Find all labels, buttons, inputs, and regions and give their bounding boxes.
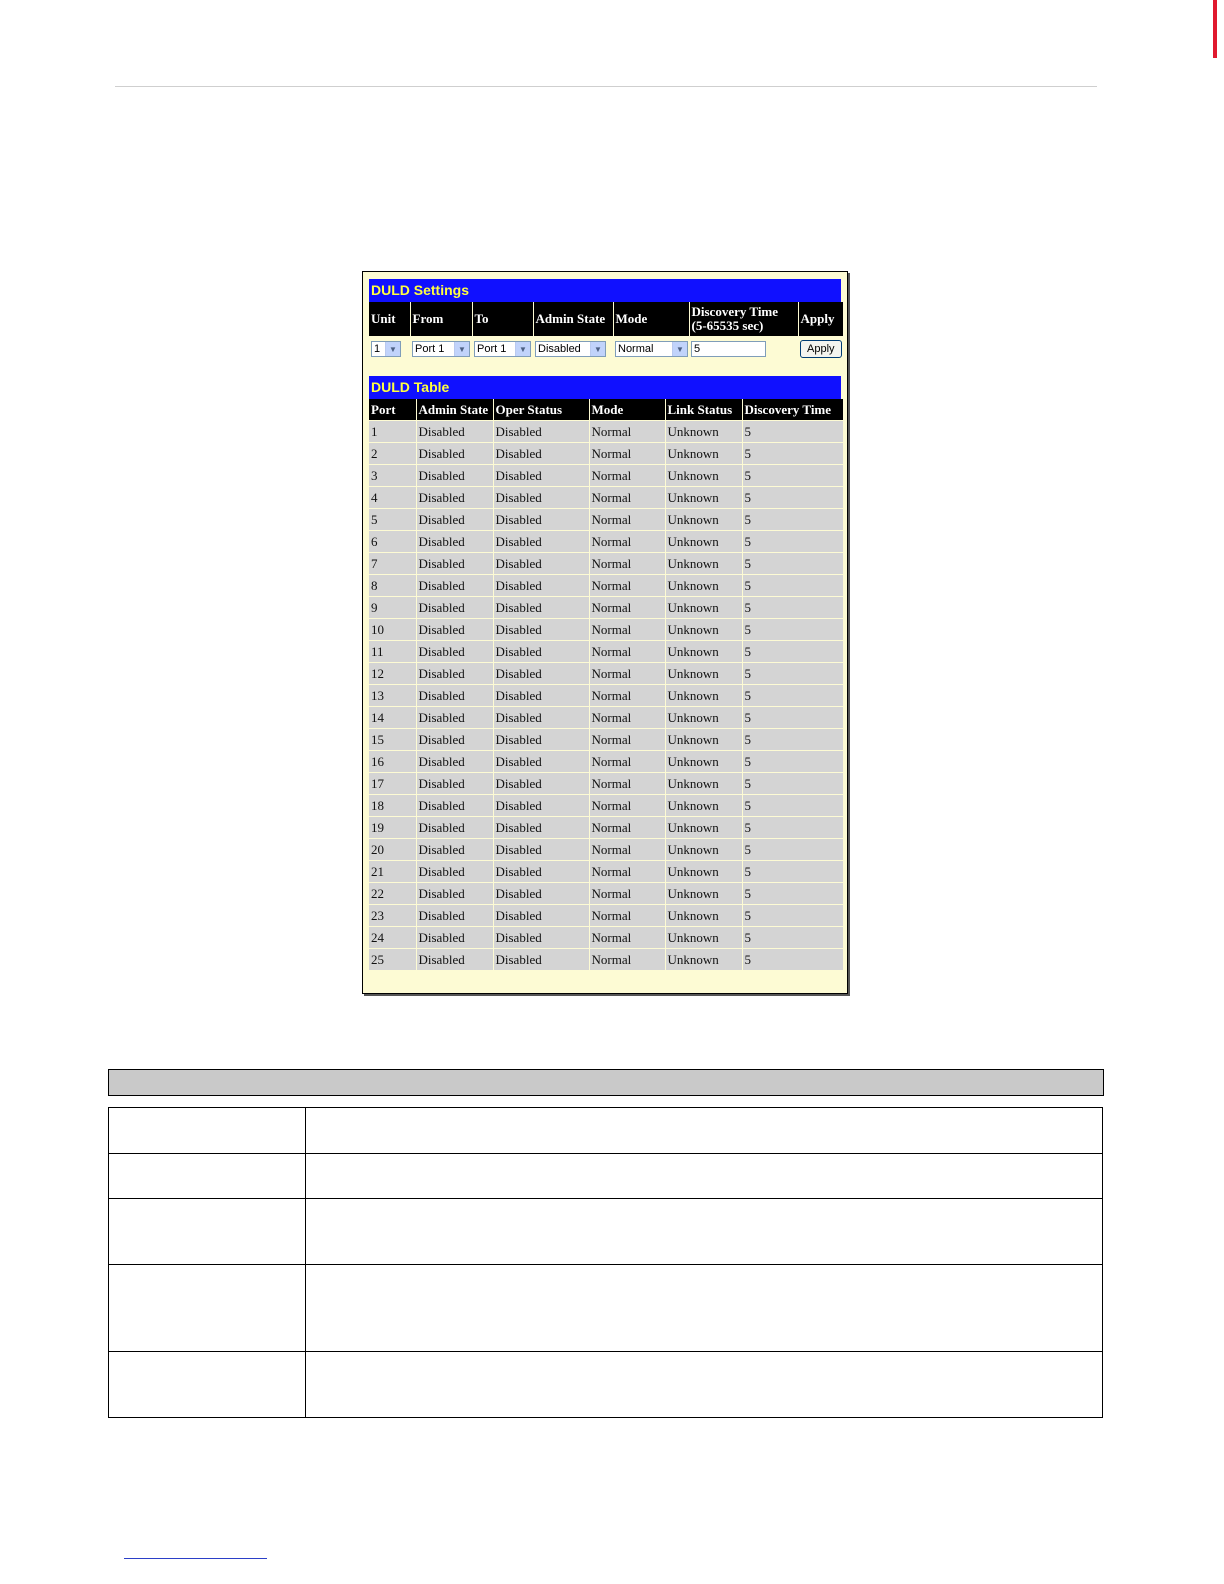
link-status-cell: Unknown	[665, 773, 742, 795]
discovery-time-cell: 5	[742, 839, 843, 861]
port-cell: 18	[369, 795, 416, 817]
mode-cell: Normal	[589, 443, 665, 465]
discovery-time-cell: 5	[742, 883, 843, 905]
discovery-time-cell: 5	[742, 443, 843, 465]
from-port-value: Port 1	[415, 343, 445, 355]
oper-status-cell: Disabled	[493, 465, 589, 487]
discovery-time-cell: 5	[742, 729, 843, 751]
table-row	[369, 575, 843, 597]
description-row	[109, 1154, 1103, 1199]
admin-state-cell: Disabled	[416, 619, 493, 641]
section-gap	[369, 362, 841, 376]
page-edge-mark	[1213, 0, 1217, 58]
admin-state-cell: Disabled	[416, 685, 493, 707]
unit-select-value: 1	[374, 343, 381, 355]
description-row	[109, 1352, 1103, 1418]
oper-status-cell: Disabled	[493, 839, 589, 861]
description-key-cell	[109, 1265, 306, 1352]
discovery-time-cell: 5	[742, 927, 843, 949]
col-admin-state: Admin State	[416, 399, 493, 421]
mode-cell: Normal	[589, 685, 665, 707]
oper-status-cell: Disabled	[493, 751, 589, 773]
discovery-time-cell: 5	[742, 553, 843, 575]
admin-state-cell: Disabled	[416, 531, 493, 553]
admin-state-cell: Disabled	[416, 773, 493, 795]
description-row	[109, 1265, 1103, 1352]
port-cell: 10	[369, 619, 416, 641]
duld-settings-table	[369, 302, 843, 362]
col-oper-status: Oper Status	[493, 399, 589, 421]
oper-status-cell: Disabled	[493, 773, 589, 795]
oper-status-cell: Disabled	[493, 575, 589, 597]
link-status-cell: Unknown	[665, 817, 742, 839]
mode-select[interactable]	[615, 341, 688, 357]
port-cell: 3	[369, 465, 416, 487]
oper-status-cell: Disabled	[493, 817, 589, 839]
description-key-cell	[109, 1108, 306, 1154]
admin-state-cell: Disabled	[416, 575, 493, 597]
chevron-down-icon: ▼	[590, 342, 605, 356]
discovery-time-cell: 5	[742, 663, 843, 685]
link-status-cell: Unknown	[665, 707, 742, 729]
port-cell: 6	[369, 531, 416, 553]
table-row	[369, 421, 843, 443]
mode-cell: Normal	[589, 927, 665, 949]
admin-state-cell: Disabled	[416, 553, 493, 575]
link-status-cell: Unknown	[665, 729, 742, 751]
admin-state-cell: Disabled	[416, 465, 493, 487]
mode-cell: Normal	[589, 751, 665, 773]
header-unit: Unit	[369, 302, 410, 336]
description-key-cell	[109, 1199, 306, 1265]
discovery-time-cell: 5	[742, 487, 843, 509]
unit-select[interactable]	[371, 341, 401, 357]
admin-state-cell: Disabled	[416, 905, 493, 927]
admin-state-value: Disabled	[538, 343, 581, 355]
discovery-time-cell: 5	[742, 905, 843, 927]
port-cell: 16	[369, 751, 416, 773]
header-from: From	[410, 302, 472, 336]
admin-state-cell: Disabled	[416, 927, 493, 949]
admin-state-cell: Disabled	[416, 751, 493, 773]
link-status-cell: Unknown	[665, 575, 742, 597]
table-row	[369, 707, 843, 729]
duld-table-title: DULD Table	[369, 376, 841, 399]
description-table-header	[108, 1069, 1104, 1096]
duld-screenshot	[362, 271, 848, 994]
discovery-time-cell: 5	[742, 817, 843, 839]
discovery-time-input[interactable]: 5	[691, 341, 766, 357]
mode-cell: Normal	[589, 839, 665, 861]
oper-status-cell: Disabled	[493, 421, 589, 443]
table-row	[369, 839, 843, 861]
port-cell: 15	[369, 729, 416, 751]
mode-cell: Normal	[589, 465, 665, 487]
chevron-down-icon: ▼	[672, 342, 687, 356]
footer-link-underline	[124, 1558, 267, 1559]
description-value-cell	[306, 1199, 1103, 1265]
table-row	[369, 795, 843, 817]
apply-button[interactable]: Apply	[800, 340, 842, 358]
link-status-cell: Unknown	[665, 597, 742, 619]
chevron-down-icon: ▼	[385, 342, 400, 356]
admin-state-cell: Disabled	[416, 443, 493, 465]
oper-status-cell: Disabled	[493, 883, 589, 905]
mode-cell: Normal	[589, 553, 665, 575]
port-cell: 22	[369, 883, 416, 905]
mode-value: Normal	[618, 343, 654, 355]
oper-status-cell: Disabled	[493, 685, 589, 707]
discovery-time-cell: 5	[742, 685, 843, 707]
table-row	[369, 443, 843, 465]
oper-status-cell: Disabled	[493, 861, 589, 883]
discovery-time-cell: 5	[742, 619, 843, 641]
mode-cell: Normal	[589, 641, 665, 663]
settings-input-row	[369, 336, 843, 362]
mode-cell: Normal	[589, 905, 665, 927]
link-status-cell: Unknown	[665, 949, 742, 971]
link-status-cell: Unknown	[665, 905, 742, 927]
col-mode: Mode	[589, 399, 665, 421]
port-cell: 8	[369, 575, 416, 597]
discovery-time-cell: 5	[742, 641, 843, 663]
discovery-time-cell: 5	[742, 509, 843, 531]
admin-state-cell: Disabled	[416, 597, 493, 619]
admin-state-select[interactable]	[535, 341, 606, 357]
header-rule	[115, 86, 1097, 87]
oper-status-cell: Disabled	[493, 619, 589, 641]
link-status-cell: Unknown	[665, 487, 742, 509]
oper-status-cell: Disabled	[493, 707, 589, 729]
oper-status-cell: Disabled	[493, 795, 589, 817]
table-row	[369, 905, 843, 927]
description-row	[109, 1108, 1103, 1154]
link-status-cell: Unknown	[665, 553, 742, 575]
table-row	[369, 619, 843, 641]
chevron-down-icon: ▼	[515, 342, 530, 356]
port-cell: 24	[369, 927, 416, 949]
admin-state-cell: Disabled	[416, 663, 493, 685]
admin-state-cell: Disabled	[416, 861, 493, 883]
oper-status-cell: Disabled	[493, 509, 589, 531]
admin-state-cell: Disabled	[416, 421, 493, 443]
admin-state-cell: Disabled	[416, 729, 493, 751]
oper-status-cell: Disabled	[493, 531, 589, 553]
admin-state-cell: Disabled	[416, 641, 493, 663]
col-link-status: Link Status	[665, 399, 742, 421]
table-row	[369, 531, 843, 553]
mode-cell: Normal	[589, 421, 665, 443]
table-row	[369, 663, 843, 685]
duld-table	[369, 399, 843, 970]
port-cell: 20	[369, 839, 416, 861]
mode-cell: Normal	[589, 773, 665, 795]
discovery-time-cell: 5	[742, 795, 843, 817]
duld-settings-title: DULD Settings	[369, 279, 841, 302]
link-status-cell: Unknown	[665, 663, 742, 685]
table-row	[369, 509, 843, 531]
description-value-cell	[306, 1352, 1103, 1418]
mode-cell: Normal	[589, 707, 665, 729]
duld-table-header-row	[369, 399, 843, 421]
from-port-select[interactable]	[412, 341, 470, 357]
discovery-time-cell: 5	[742, 421, 843, 443]
oper-status-cell: Disabled	[493, 553, 589, 575]
link-status-cell: Unknown	[665, 839, 742, 861]
port-cell: 12	[369, 663, 416, 685]
link-status-cell: Unknown	[665, 927, 742, 949]
port-cell: 25	[369, 949, 416, 971]
header-admin-state: Admin State	[533, 302, 613, 336]
link-status-cell: Unknown	[665, 421, 742, 443]
discovery-time-cell: 5	[742, 751, 843, 773]
discovery-time-cell: 5	[742, 597, 843, 619]
oper-status-cell: Disabled	[493, 641, 589, 663]
duld-table-body	[369, 421, 843, 971]
table-row	[369, 553, 843, 575]
mode-cell: Normal	[589, 883, 665, 905]
link-status-cell: Unknown	[665, 531, 742, 553]
admin-state-cell: Disabled	[416, 487, 493, 509]
discovery-time-cell: 5	[742, 531, 843, 553]
link-status-cell: Unknown	[665, 883, 742, 905]
table-row	[369, 685, 843, 707]
to-port-value: Port 1	[477, 343, 507, 355]
table-row	[369, 487, 843, 509]
link-status-cell: Unknown	[665, 465, 742, 487]
description-key-cell	[109, 1154, 306, 1199]
table-row	[369, 751, 843, 773]
description-value-cell	[306, 1154, 1103, 1199]
header-apply: Apply	[798, 302, 843, 336]
mode-cell: Normal	[589, 509, 665, 531]
link-status-cell: Unknown	[665, 861, 742, 883]
link-status-cell: Unknown	[665, 641, 742, 663]
port-cell: 13	[369, 685, 416, 707]
link-status-cell: Unknown	[665, 443, 742, 465]
chevron-down-icon: ▼	[454, 342, 469, 356]
table-row	[369, 641, 843, 663]
port-cell: 17	[369, 773, 416, 795]
port-cell: 9	[369, 597, 416, 619]
port-cell: 21	[369, 861, 416, 883]
link-status-cell: Unknown	[665, 751, 742, 773]
oper-status-cell: Disabled	[493, 927, 589, 949]
oper-status-cell: Disabled	[493, 949, 589, 971]
admin-state-cell: Disabled	[416, 883, 493, 905]
col-discovery-time: Discovery Time	[742, 399, 843, 421]
admin-state-cell: Disabled	[416, 839, 493, 861]
mode-cell: Normal	[589, 531, 665, 553]
discovery-time-cell: 5	[742, 465, 843, 487]
discovery-time-cell: 5	[742, 949, 843, 971]
admin-state-cell: Disabled	[416, 707, 493, 729]
link-status-cell: Unknown	[665, 795, 742, 817]
table-row	[369, 773, 843, 795]
port-cell: 1	[369, 421, 416, 443]
table-row	[369, 949, 843, 971]
port-cell: 4	[369, 487, 416, 509]
table-row	[369, 817, 843, 839]
mode-cell: Normal	[589, 597, 665, 619]
table-row	[369, 597, 843, 619]
description-value-cell	[306, 1108, 1103, 1154]
mode-cell: Normal	[589, 619, 665, 641]
mode-cell: Normal	[589, 861, 665, 883]
admin-state-cell: Disabled	[416, 795, 493, 817]
port-cell: 19	[369, 817, 416, 839]
admin-state-cell: Disabled	[416, 949, 493, 971]
mode-cell: Normal	[589, 487, 665, 509]
discovery-time-cell: 5	[742, 575, 843, 597]
discovery-time-cell: 5	[742, 773, 843, 795]
oper-status-cell: Disabled	[493, 663, 589, 685]
port-cell: 11	[369, 641, 416, 663]
mode-cell: Normal	[589, 949, 665, 971]
description-key-cell	[109, 1352, 306, 1418]
admin-state-cell: Disabled	[416, 509, 493, 531]
mode-cell: Normal	[589, 575, 665, 597]
oper-status-cell: Disabled	[493, 443, 589, 465]
col-port: Port	[369, 399, 416, 421]
table-row	[369, 883, 843, 905]
mode-cell: Normal	[589, 729, 665, 751]
link-status-cell: Unknown	[665, 619, 742, 641]
admin-state-cell: Disabled	[416, 817, 493, 839]
link-status-cell: Unknown	[665, 685, 742, 707]
description-value-cell	[306, 1265, 1103, 1352]
oper-status-cell: Disabled	[493, 729, 589, 751]
port-cell: 5	[369, 509, 416, 531]
mode-cell: Normal	[589, 795, 665, 817]
table-row	[369, 729, 843, 751]
oper-status-cell: Disabled	[493, 905, 589, 927]
port-cell: 23	[369, 905, 416, 927]
description-table	[108, 1107, 1103, 1418]
mode-cell: Normal	[589, 663, 665, 685]
table-row	[369, 927, 843, 949]
table-row	[369, 861, 843, 883]
oper-status-cell: Disabled	[493, 487, 589, 509]
oper-status-cell: Disabled	[493, 597, 589, 619]
settings-header-row	[369, 302, 843, 336]
port-cell: 14	[369, 707, 416, 729]
port-cell: 7	[369, 553, 416, 575]
table-row	[369, 465, 843, 487]
discovery-time-cell: 5	[742, 707, 843, 729]
header-mode: Mode	[613, 302, 689, 336]
link-status-cell: Unknown	[665, 509, 742, 531]
description-row	[109, 1199, 1103, 1265]
header-discovery-time: Discovery Time (5-65535 sec)	[689, 302, 798, 336]
header-to: To	[472, 302, 533, 336]
to-port-select[interactable]	[474, 341, 531, 357]
port-cell: 2	[369, 443, 416, 465]
mode-cell: Normal	[589, 817, 665, 839]
discovery-time-cell: 5	[742, 861, 843, 883]
